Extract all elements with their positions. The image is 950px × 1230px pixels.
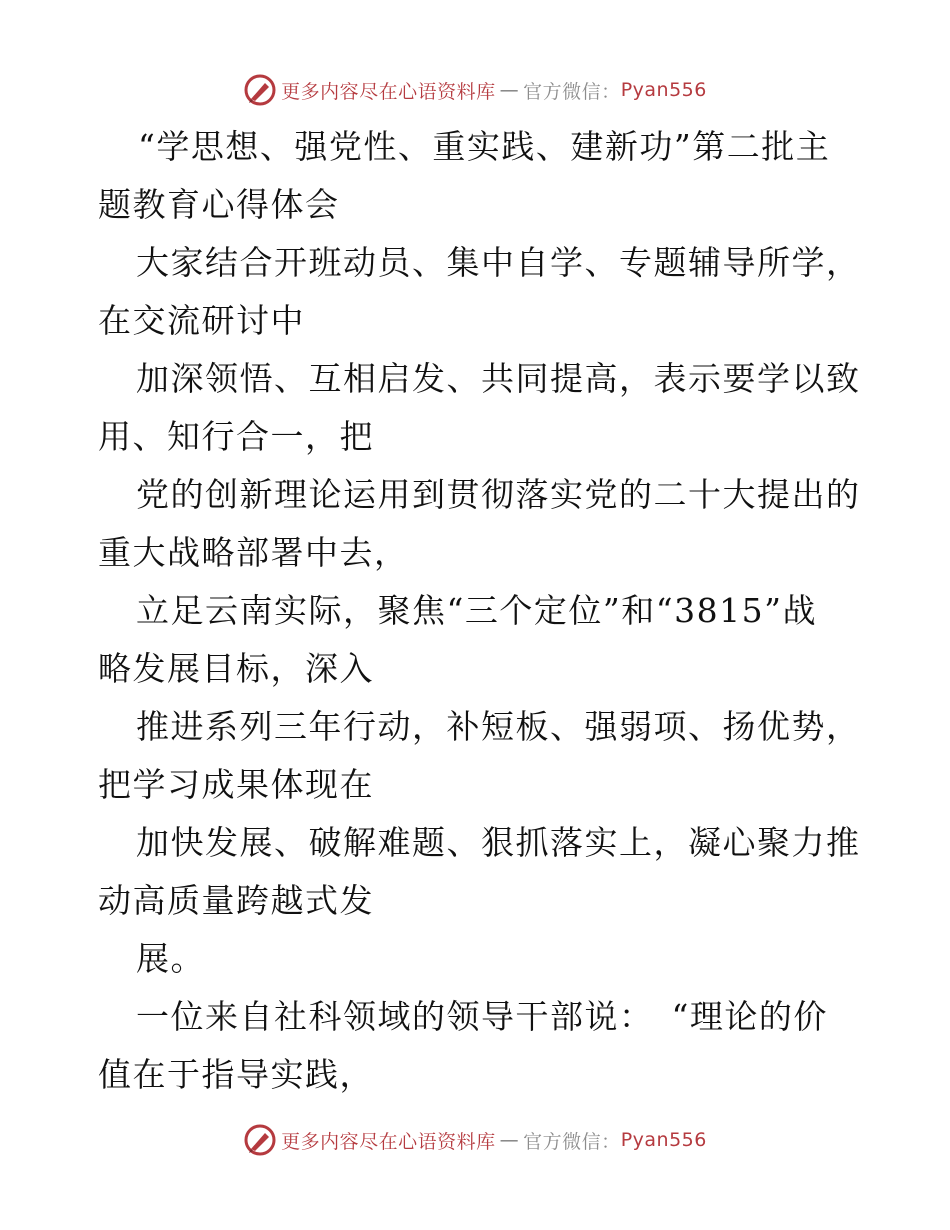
text-line: 把学习成果体现在	[98, 765, 374, 804]
banner-separator: —	[499, 79, 520, 101]
banner-main-text: 更多内容尽在心语资料库	[281, 80, 496, 103]
text-line: 值在于指导实践，	[98, 1055, 374, 1094]
banner-wechat-label: 官方微信：	[523, 80, 621, 103]
text-line: 展。	[136, 939, 205, 978]
footer-banner	[0, 1120, 950, 1160]
banner-wechat-id: Pyan556	[620, 79, 707, 101]
text-line: 动高质量跨越式发	[98, 881, 374, 920]
text-line: 略发展目标，深入	[98, 649, 374, 688]
text-line: 在交流研讨中	[98, 301, 305, 340]
text-line: 题教育心得体会	[98, 185, 340, 224]
text-line: 加深领悟、互相启发、共同提高，表示要学以致	[136, 359, 861, 398]
pen-logo-icon	[243, 1123, 277, 1157]
text-line: 用、知行合一，把	[98, 417, 374, 456]
banner-wechat-label: 官方微信：	[523, 1130, 621, 1153]
banner-main-text: 更多内容尽在心语资料库	[281, 1130, 496, 1153]
document-body	[98, 118, 861, 1104]
text-line: 重大战略部署中去，	[98, 533, 409, 572]
text-line: 党的创新理论运用到贯彻落实党的二十大提出的	[136, 475, 861, 514]
pen-logo-icon	[243, 73, 277, 107]
header-banner	[0, 70, 950, 110]
text-line: “学思想、强党性、重实践、建新功”第二批主	[138, 127, 831, 166]
text-line: 一位来自社科领域的领导干部说： “理论的价	[136, 997, 828, 1036]
text-line: 推进系列三年行动，补短板、强弱项、扬优势，	[136, 707, 861, 746]
banner-wechat-id: Pyan556	[620, 1129, 707, 1151]
text-line: 大家结合开班动员、集中自学、专题辅导所学，	[136, 243, 861, 282]
banner-separator: —	[499, 1129, 520, 1151]
text-line: 加快发展、破解难题、狠抓落实上，凝心聚力推	[136, 823, 861, 862]
text-line: 立足云南实际，聚焦“三个定位”和“3815”战	[136, 591, 817, 630]
